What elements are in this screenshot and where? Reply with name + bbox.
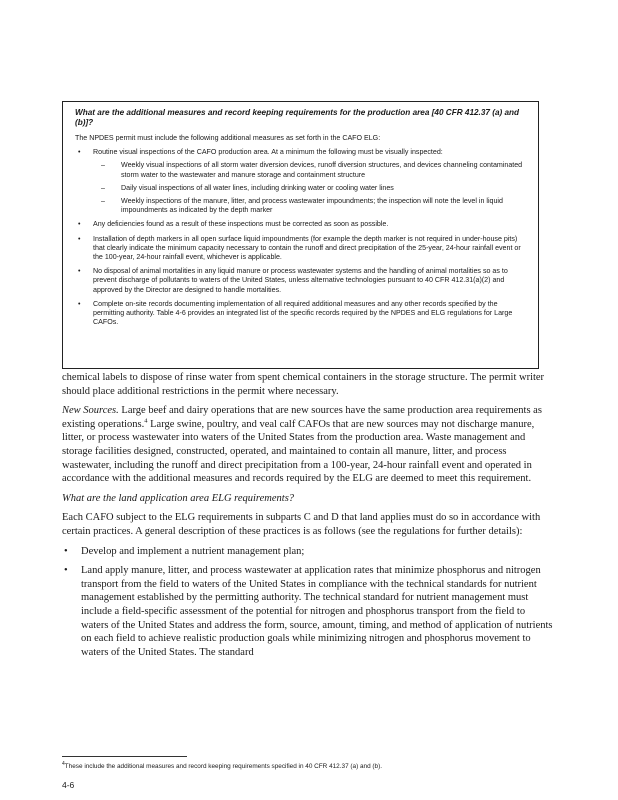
footnote-ref: 4: [144, 417, 148, 425]
box-bullet-deficiencies: • Any deficiencies found as a result of these inspections must be corrected as soon as possible.: [71, 220, 530, 229]
paragraph-new-sources: [62, 404, 554, 486]
section-heading: What are the land application area ELG requirements?: [62, 492, 295, 504]
box-bullet-mortalities: • No disposal of animal mortalities in any liquid manure or process wastewater systems and the handling of animal mortalities so as to prevent discharge of pollutants to waters of the United States, unless alternative technologies pursuant to 40 CFR 412.31(a)(2) and approved by the Director are designed to handle mortalities.: [71, 267, 530, 295]
box-bullet-depth-markers: • Installation of depth markers in all open surface liquid impoundments (for example the depth marker is not required in under-house pits) that clearly indicate the minimum capacity necessary to contain the runoff and direct precipitation of the 25-year, 24-hour rainfall event or the 100-year, 24-hour rainfall event, whichever is applicable.: [71, 235, 530, 263]
box-bullet-inspections: [71, 148, 530, 215]
footnote-text: These include the additional measures and record keeping requirements specified in 40 CFR 412.37 (a) and (b).: [64, 763, 383, 771]
requirements-callout-box: [62, 101, 539, 369]
sub-bullet-weekly-storm: – Weekly visual inspections of all storm water diversion devices, runoff diversion structures, and devices channeling contaminated storm water to the wastewater and manure storage and containment structure: [93, 161, 530, 179]
new-sources-lead: New Sources.: [62, 405, 119, 417]
new-sources-text-a: Large beef and dairy operations that are new sources have the same production area requirements as existing operations.: [62, 405, 542, 430]
page-number: 4-6: [62, 780, 75, 790]
footnote: [62, 760, 562, 771]
paragraph-land-application: Each CAFO subject to the ELG requirements in subparts C and D that land applies must do so in accordance with certain practices. A general description of these practices is as follows (see the regulations for further details):: [62, 512, 541, 537]
practice-item: • Develop and implement a nutrient management plan;: [62, 545, 554, 559]
body-text: [62, 371, 554, 665]
inspection-sub-list: [93, 161, 530, 215]
box-bullet-records: • Complete on-site records documenting implementation of all required additional measures and any other records specified by the permitting authority. Table 4-6 provides an integrated list of the specific records required by the NPDES and ELG regulations for Large CAFOs.: [71, 300, 530, 328]
new-sources-text-b: Large swine, poultry, and veal calf CAFOs that are new sources may not discharge manure, litter, or process wastewater into waters of the United States from the production area. Waste management and storage facilities designed, constructed, operated, and maintained to contain all manure, litter, and process wastewater, including the runoff and direct precipitation from a 100-year, 24-hour rainfall event and operated in accordance with the additional measures and records required by the ELG are deemed to meet this requirement.: [62, 418, 535, 485]
paragraph-chemical-labels: chemical labels to dispose of rinse water from spent chemical containers in the storage structure. The permit writer should place additional restrictions in the permit where necessary.: [62, 372, 545, 397]
box-bullet-text: Routine visual inspections of the CAFO production area. At a minimum the following must be visually inspected:: [93, 148, 443, 157]
footnote-divider: [62, 756, 187, 757]
box-bullet-list: [71, 148, 530, 327]
box-intro: The NPDES permit must include the following additional measures as set forth in the CAFO ELG:: [75, 134, 381, 142]
box-title: What are the additional measures and record keeping requirements for the production area [40 CFR 412.37 (a) and (b)]?: [75, 108, 520, 127]
practice-list: [62, 545, 554, 660]
practice-item: • Land apply manure, litter, and process wastewater at application rates that minimize phosphorus and nitrogen transport from the field to waters of the United States in compliance with the technical standards for nutrient management established by the permitting authority. The technical standard for nutrient management must include a field-specific assessment of the potential for nitrogen and phosphorus transport from the field to waters of the United States and address the form, source, amount, timing, and method of application of nutrients on each field to achieve realistic production goals while minimizing nitrogen and phosphorus movement to waters of the United States. The standard: [62, 564, 554, 659]
sub-bullet-weekly-impoundment: – Weekly inspections of the manure, litter, and process wastewater impoundments; the inspection will note the level in liquid impoundments as indicated by the depth marker: [93, 197, 530, 215]
sub-bullet-daily-water: – Daily visual inspections of all water lines, including drinking water or cooling water lines: [93, 184, 530, 193]
footnote-mark: 4: [62, 761, 65, 767]
